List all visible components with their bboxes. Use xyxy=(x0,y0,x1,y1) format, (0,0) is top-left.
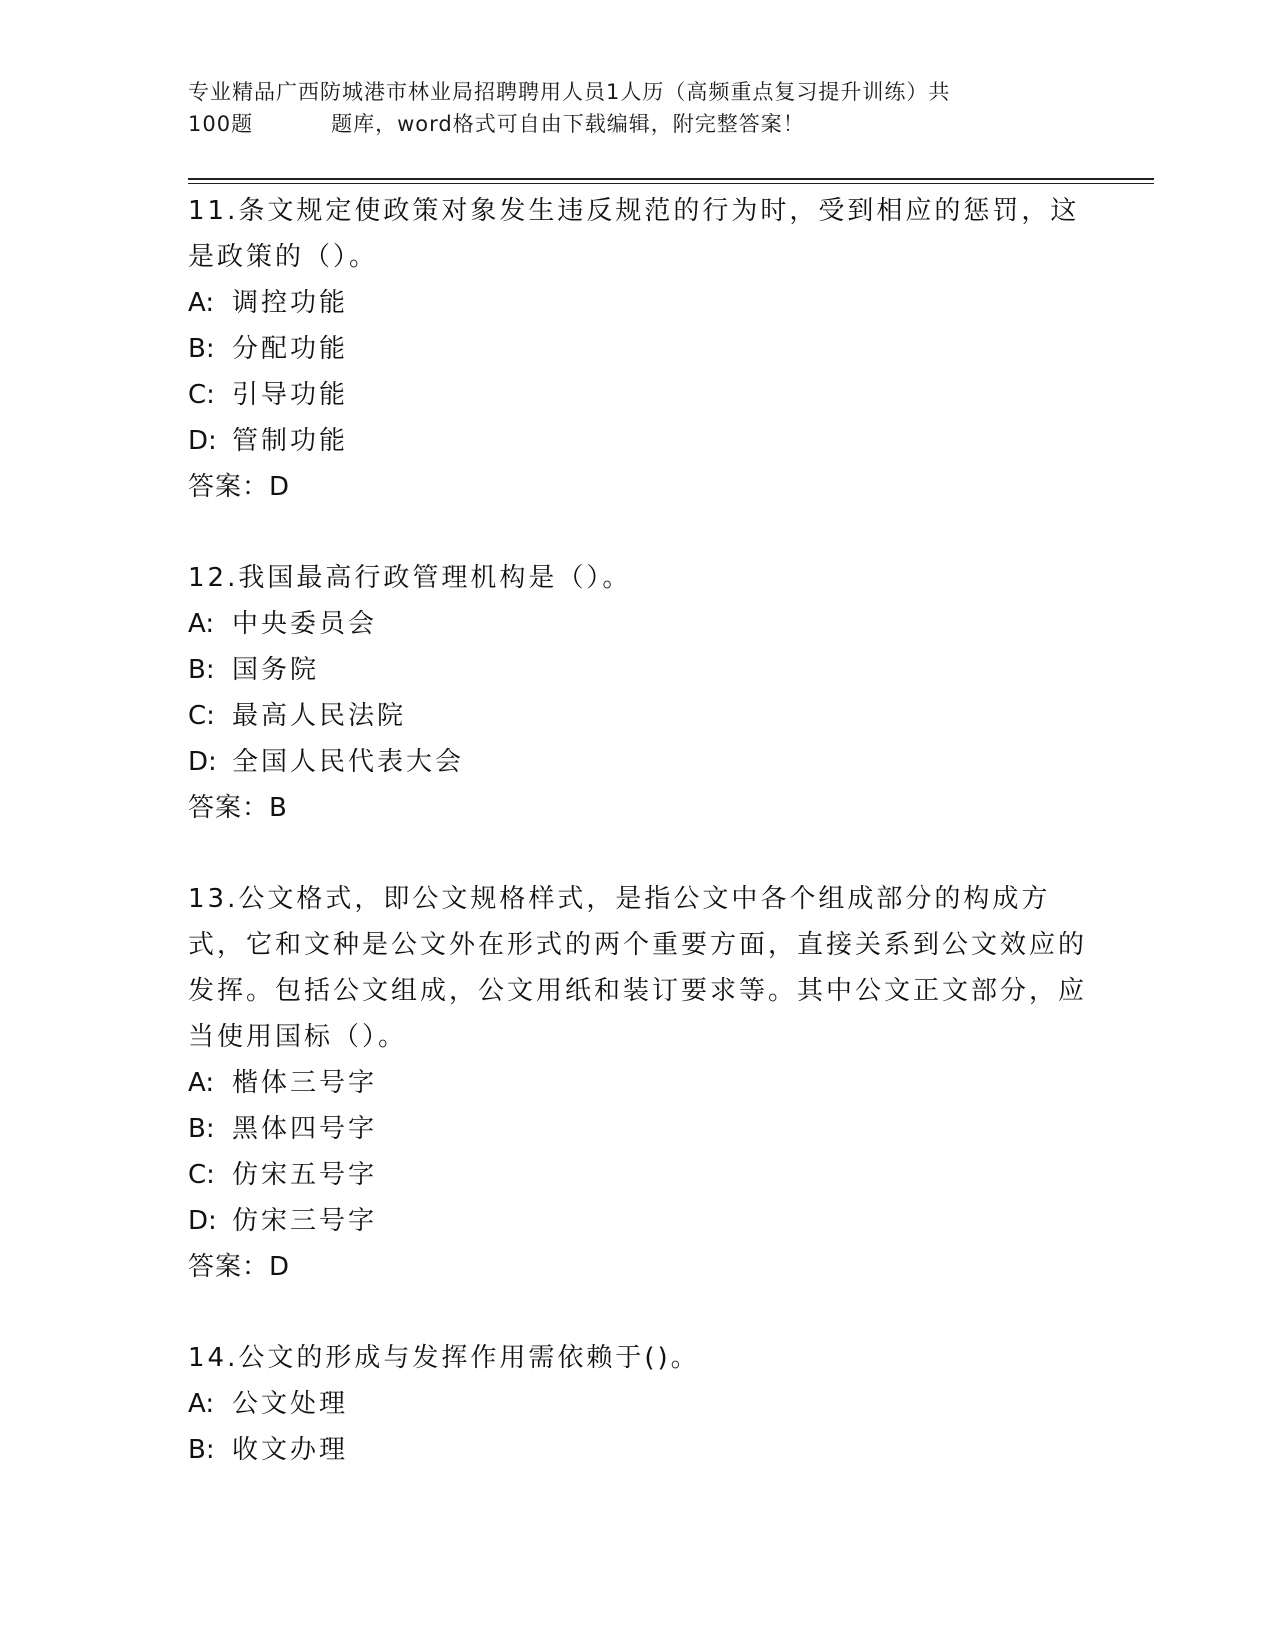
question-spacer xyxy=(188,1290,1088,1335)
option-text: 收文办理 xyxy=(232,1435,349,1465)
option-key: C: xyxy=(188,380,215,410)
answer-line: 答案：D xyxy=(188,472,291,502)
question-text xyxy=(188,555,1088,601)
option-c xyxy=(188,1152,1088,1198)
option-key: C: xyxy=(188,701,215,731)
option-text: 引导功能 xyxy=(232,380,349,410)
option-b xyxy=(188,1106,1088,1152)
option-c xyxy=(188,372,1088,418)
option-a xyxy=(188,280,1088,326)
option-text: 管制功能 xyxy=(232,426,349,456)
option-text: 最高人民法院 xyxy=(232,701,407,731)
header-line-1: 专业精品广西防城港市林业局招聘聘用人员1人历（高频重点复习提升训练）共 xyxy=(188,80,951,104)
option-key: A: xyxy=(188,288,215,318)
option-text: 黑体四号字 xyxy=(232,1114,378,1144)
option-b xyxy=(188,647,1088,693)
answer-line: 答案：B xyxy=(188,793,288,823)
question-text xyxy=(188,188,1088,280)
question-list xyxy=(188,188,1088,1473)
option-key: D: xyxy=(188,1206,217,1236)
question-text-content: 12.我国最高行政管理机构是（）。 xyxy=(188,563,632,593)
header-divider-thin xyxy=(188,183,1154,184)
question-text-content: 14.公文的形成与发挥作用需依赖于()。 xyxy=(188,1343,700,1373)
option-text: 公文处理 xyxy=(232,1389,349,1419)
option-key: B: xyxy=(188,655,215,685)
option-a xyxy=(188,1060,1088,1106)
option-d xyxy=(188,418,1088,464)
option-text: 中央委员会 xyxy=(232,609,378,639)
option-key: A: xyxy=(188,609,215,639)
option-d xyxy=(188,739,1088,785)
question-text xyxy=(188,1335,1088,1381)
question-text-content: 13.公文格式，即公文规格样式，是指公文中各个组成部分的构成方式，它和文种是公文外在形式的两个重要方面，直接关系到公文效应的发挥。包括公文组成，公文用纸和装订要求等。其中公文正文部分，应当使用国标（）。 xyxy=(188,884,1088,1052)
option-key: B: xyxy=(188,1114,215,1144)
option-b xyxy=(188,1427,1088,1473)
header-divider-thick xyxy=(188,178,1154,180)
option-key: D: xyxy=(188,747,217,777)
option-text: 楷体三号字 xyxy=(232,1068,378,1098)
question-text-content: 11.条文规定使政策对象发生违反规范的行为时，受到相应的惩罚，这是政策的（）。 xyxy=(188,196,1080,272)
option-text: 调控功能 xyxy=(232,288,349,318)
question-spacer xyxy=(188,831,1088,876)
header-line-2-count: 100题 xyxy=(188,112,254,136)
question-text xyxy=(188,876,1088,1060)
option-d xyxy=(188,1198,1088,1244)
question-14 xyxy=(188,1335,1088,1473)
option-a xyxy=(188,1381,1088,1427)
option-key: C: xyxy=(188,1160,215,1190)
question-spacer xyxy=(188,510,1088,555)
question-12 xyxy=(188,555,1088,831)
option-text: 全国人民代表大会 xyxy=(232,747,465,777)
option-c xyxy=(188,693,1088,739)
header-line-2-text: 题库，word格式可自由下载编辑，附完整答案！ xyxy=(331,112,805,136)
option-key: B: xyxy=(188,334,215,364)
answer-line: 答案：D xyxy=(188,1252,291,1282)
option-b xyxy=(188,326,1088,372)
option-key: B: xyxy=(188,1435,215,1465)
question-13 xyxy=(188,876,1088,1290)
option-text: 仿宋五号字 xyxy=(232,1160,378,1190)
option-text: 分配功能 xyxy=(232,334,349,364)
option-key: A: xyxy=(188,1389,215,1419)
question-11 xyxy=(188,188,1088,510)
option-text: 国务院 xyxy=(232,655,320,685)
header-line-2 xyxy=(188,108,1088,140)
option-key: D: xyxy=(188,426,217,456)
document-header xyxy=(188,76,1088,140)
option-text: 仿宋三号字 xyxy=(232,1206,378,1236)
option-a xyxy=(188,601,1088,647)
option-key: A: xyxy=(188,1068,215,1098)
